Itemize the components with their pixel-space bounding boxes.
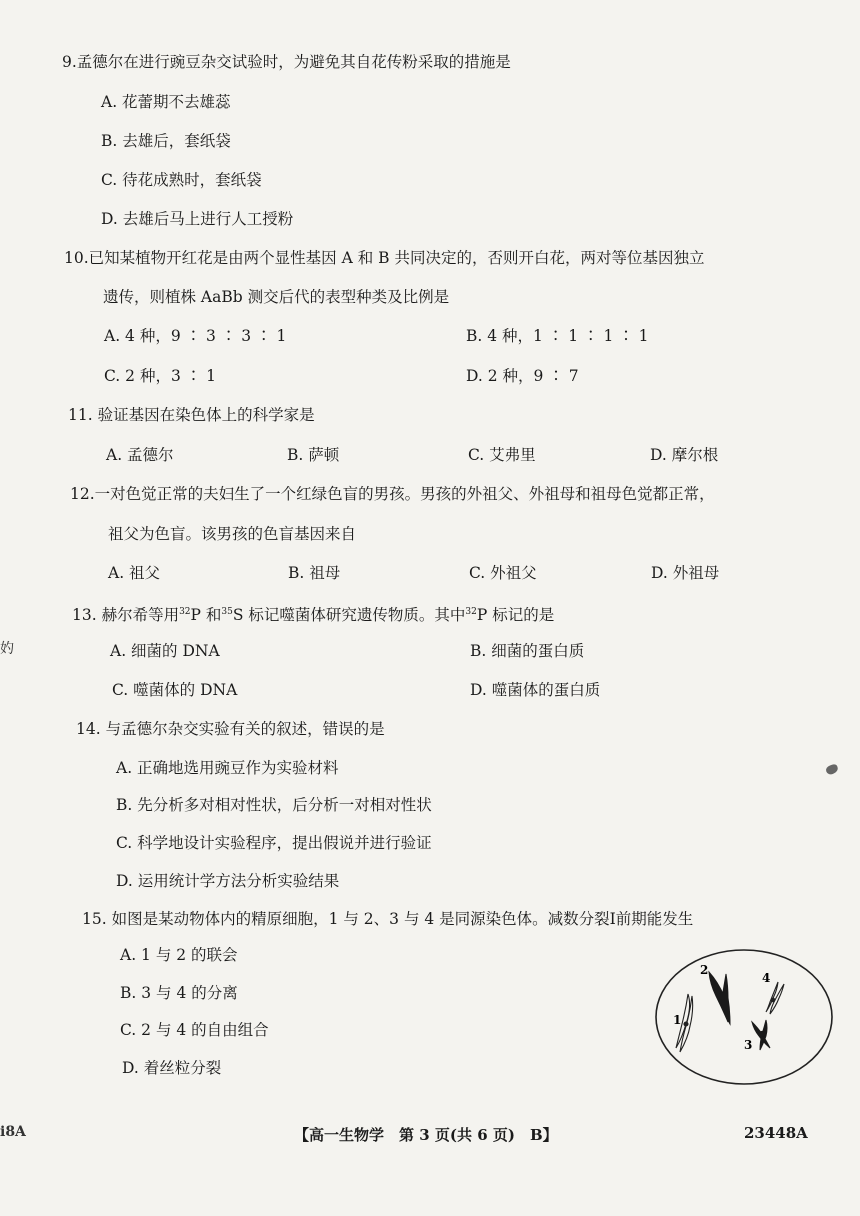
question-14-option-a: A. 正确地选用豌豆作为实验材料 xyxy=(116,759,339,777)
question-10-stem-line2: 遗传，则植株 AaBb 测交后代的表型种类及比例是 xyxy=(103,288,450,306)
question-13-option-a: A. 细菌的 DNA xyxy=(110,642,220,660)
ink-smudge xyxy=(825,763,839,776)
question-11-option-d: D. 摩尔根 xyxy=(650,446,719,464)
question-9-option-a: A. 花蕾期不去雄蕊 xyxy=(101,93,231,111)
question-15-option-c: C. 2 与 4 的自由组合 xyxy=(120,1021,269,1039)
label-1: 1 xyxy=(673,1013,682,1027)
question-15-option-d: D. 着丝粒分裂 xyxy=(122,1059,222,1077)
question-9-option-b: B. 去雄后，套纸袋 xyxy=(101,132,231,150)
question-11-option-c: C. 艾弗里 xyxy=(468,446,536,464)
question-10-option-d: D. 2 种，9 ∶ 7 xyxy=(466,367,579,385)
question-11-stem: 11. 验证基因在染色体上的科学家是 xyxy=(68,406,315,424)
question-14-option-c: C. 科学地设计实验程序，提出假说并进行验证 xyxy=(116,834,432,852)
footer-page-info: 【高一生物学 第 3 页(共 6 页) B】 xyxy=(294,1126,558,1144)
question-9-option-c: C. 待花成熟时，套纸袋 xyxy=(101,171,262,189)
question-10-option-a: A. 4 种，9 ∶ 3 ∶ 3 ∶ 1 xyxy=(104,327,287,345)
label-2: 2 xyxy=(700,963,709,977)
question-10-option-b: B. 4 种，1 ∶ 1 ∶ 1 ∶ 1 xyxy=(466,327,649,345)
chromosome-3 xyxy=(752,1020,770,1050)
question-13-option-b: B. 细菌的蛋白质 xyxy=(470,642,585,660)
footer-left-edge-code: i8A xyxy=(0,1124,26,1140)
label-3: 3 xyxy=(744,1038,753,1052)
question-15-option-b: B. 3 与 4 的分离 xyxy=(120,984,238,1002)
question-10-stem-line1: 10.已知某植物开红花是由两个显性基因 A 和 B 共同决定的，否则开白花，两对等位基因独立 xyxy=(64,249,705,267)
chromosome-4 xyxy=(766,982,784,1014)
question-13-stem: 13. 赫尔希等用$^{32}$P 和$^{35}$S 标记噬菌体研究遗传物质。其中$^{32}$P 标记的是 xyxy=(72,606,555,624)
margin-fragment: 妁 xyxy=(0,641,14,657)
label-4: 4 xyxy=(762,971,771,985)
question-14-option-b: B. 先分析多对相对性状，后分析一对相对性状 xyxy=(116,796,432,814)
question-12-option-d: D. 外祖母 xyxy=(651,564,720,582)
question-12-stem-line2: 祖父为色盲。该男孩的色盲基因来自 xyxy=(108,525,357,543)
footer-exam-code: 23448A xyxy=(744,1124,808,1142)
cell-membrane xyxy=(656,950,832,1084)
question-15-stem: 15. 如图是某动物体内的精原细胞，1 与 2、3 与 4 是同源染色体。减数分裂Ⅰ前期能发生 xyxy=(82,910,694,928)
question-13-option-d: D. 噬菌体的蛋白质 xyxy=(470,681,601,699)
question-11-option-a: A. 孟德尔 xyxy=(106,446,174,464)
chromosome-2 xyxy=(709,972,730,1024)
question-9-option-d: D. 去雄后马上进行人工授粉 xyxy=(101,210,294,228)
question-10-option-c: C. 2 种，3 ∶ 1 xyxy=(104,367,217,385)
question-15-option-a: A. 1 与 2 的联会 xyxy=(120,946,238,964)
question-12-stem-line1: 12.一对色觉正常的夫妇生了一个红绿色盲的男孩。男孩的外祖父、外祖母和祖母色觉都正常， xyxy=(70,485,715,503)
question-11-option-b: B. 萨顿 xyxy=(287,446,340,464)
question-12-option-a: A. 祖父 xyxy=(108,564,161,582)
question-14-option-d: D. 运用统计学方法分析实验结果 xyxy=(116,872,340,890)
question-12-option-c: C. 外祖父 xyxy=(469,564,537,582)
question-13-option-c: C. 噬菌体的 DNA xyxy=(112,681,238,699)
spermatogonium-cell-figure xyxy=(652,946,836,1088)
question-12-option-b: B. 祖母 xyxy=(288,564,341,582)
question-9-stem: 9.孟德尔在进行豌豆杂交试验时，为避免其自花传粉采取的措施是 xyxy=(62,53,511,71)
question-14-stem: 14. 与孟德尔杂交实验有关的叙述，错误的是 xyxy=(76,720,385,738)
